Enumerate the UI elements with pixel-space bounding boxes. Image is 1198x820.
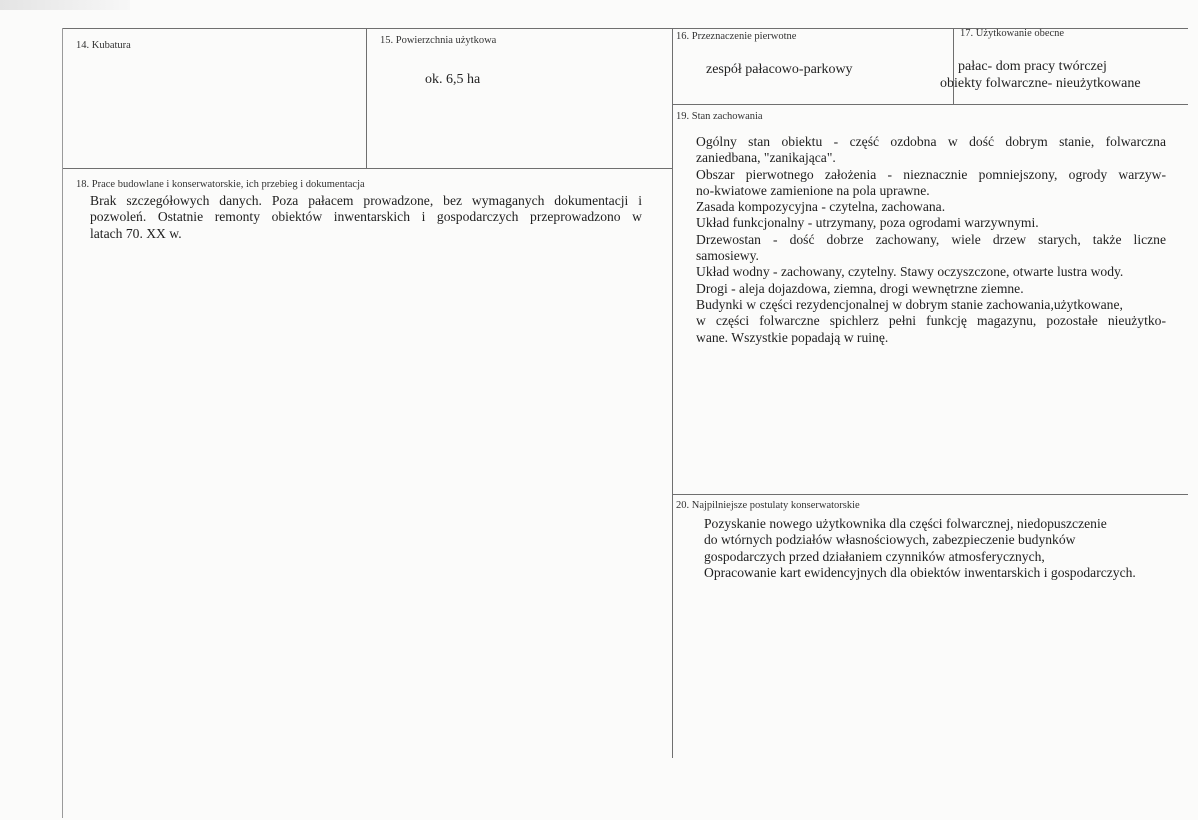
field-19-text — [696, 134, 1166, 346]
field-20-label: 20. Najpilniejsze postulaty konserwatorskie — [676, 500, 860, 511]
field-17-value-line-2: obiekty folwarczne- nieużytkowane — [940, 76, 1141, 91]
divider-14-15 — [366, 28, 367, 168]
field-17-value-line-1: pałac- dom pracy twórczej — [958, 59, 1107, 74]
divider-16-17 — [953, 28, 954, 104]
divider-16-19 — [672, 104, 1188, 105]
divider-19-20 — [672, 494, 1188, 495]
field-19-line: Drzewostan - dość dobrze zachowany, wiele drzew starych, także liczne — [696, 231, 1166, 247]
field-20-line: Pozyskanie nowego użytkownika dla części folwarcznej, niedopuszczenie — [704, 516, 1107, 531]
field-19-line: samosiewy. — [696, 248, 759, 264]
scan-edge-shadow — [0, 0, 130, 10]
field-17-label: 17. Użytkowanie obecne — [960, 28, 1065, 39]
field-20-text — [704, 516, 1188, 581]
form-left-border — [62, 28, 63, 818]
field-19-line: Obszar pierwotnego założenia - nieznacznie pomniejszony, ogrody warzyw- — [696, 166, 1166, 182]
field-16-value: zespół pałacowo-parkowy — [706, 62, 853, 77]
field-19-line: no-kwiatowe zamienione na pola uprawne. — [696, 182, 930, 198]
field-19-line: Zasada kompozycyjna - czytelna, zachowana. — [696, 199, 946, 215]
field-19-line: wane. Wszystkie popadają w ruinę. — [696, 329, 889, 345]
field-19-line: Drogi - aleja dojazdowa, ziemna, drogi wewnętrzne ziemne. — [696, 280, 1024, 296]
field-20-line: gospodarczych przed działaniem czynników atmosferycznych, — [704, 548, 1045, 564]
field-14-label: 14. Kubatura — [76, 40, 131, 51]
field-15-value: ok. 6,5 ha — [425, 72, 481, 87]
field-18-label: 18. Prace budowlane i konserwatorskie, ich przebieg i dokumentacja — [76, 179, 365, 190]
field-19-line: Budynki w części rezydencjonalnej w dobrym stanie zachowania,użytkowane, — [696, 296, 1123, 312]
field-18-line: pozwoleń. Ostatnie remonty obiektów inwentarskich i gospodarczych przeprowadzono w — [90, 209, 642, 225]
field-19-line: Układ funkcjonalny - utrzymany, poza ogrodami warzywnymi. — [696, 215, 1039, 231]
field-19-line: Układ wodny - zachowany, czytelny. Stawy oczyszczone, otwarte lustra wody. — [696, 264, 1124, 280]
field-18-line: Brak szczegółowych danych. Poza pałacem prowadzone, bez wymaganych dokumentacji i — [90, 193, 642, 208]
field-15-label: 15. Powierzchnia użytkowa — [380, 35, 497, 46]
field-18-text — [90, 193, 642, 242]
divider-15-18 — [62, 168, 672, 169]
field-19-line: zaniedbana, "zanikająca". — [696, 150, 836, 166]
field-16-label: 16. Przeznaczenie pierwotne — [676, 31, 797, 42]
field-19-line: Ogólny stan obiektu - część ozdobna w dość dobrym stanie, folwarczna — [696, 134, 1166, 149]
field-18-line: latach 70. XX w. — [90, 225, 182, 241]
field-19-label: 19. Stan zachowania — [676, 111, 763, 122]
field-20-line: Opracowanie kart ewidencyjnych dla obiektów inwentarskich i gospodarczych. — [704, 564, 1136, 580]
field-19-line: w części folwarczne spichlerz pełni funkcję magazynu, pozostałe nieużytko- — [696, 313, 1166, 329]
field-20-line: do wtórnych podziałów własnościowych, zabezpieczenie budynków — [704, 532, 1076, 548]
center-divider — [672, 28, 673, 758]
